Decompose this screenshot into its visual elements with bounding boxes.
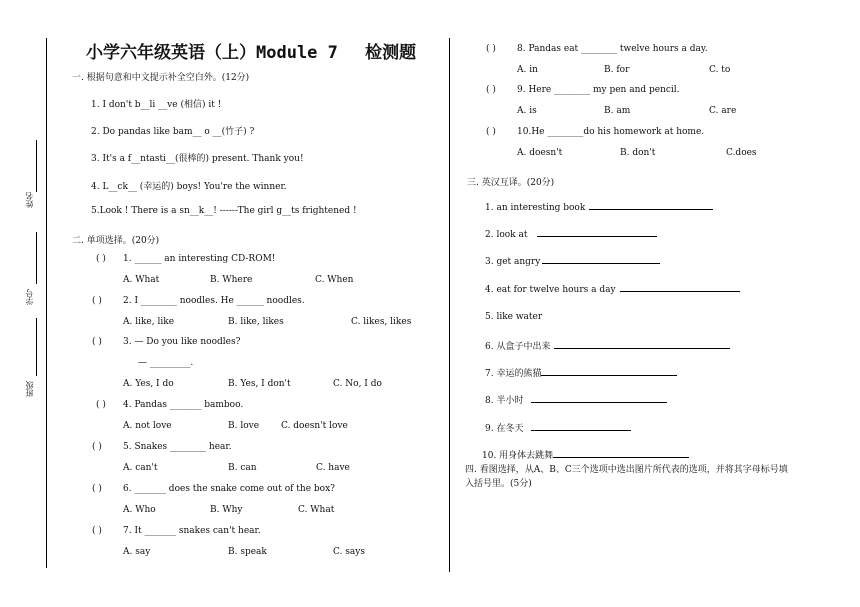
q9-stem: 9. Here ________ my pen and pencil.: [517, 85, 680, 95]
s3-item-3-text: 3. get angry: [485, 257, 541, 267]
s1-item-5: 5.Look ! There is a sn__k__! ------The girl g__ts frightened !: [91, 206, 357, 216]
q2-option-c: C. likes, likes: [351, 317, 412, 327]
q8-option-b: B. for: [604, 65, 630, 75]
q5-stem: 5. Snakes ________ hear.: [123, 442, 232, 452]
s1-item-1: 1. I don't b__li __ve (相信) it !: [91, 100, 222, 110]
q6-option-c: C. What: [298, 505, 335, 515]
q9-option-b: B. am: [604, 106, 631, 116]
s3-item-7-text: 7. 幸运的熊猫: [485, 369, 542, 379]
q1-stem: 1. ______ an interesting CD-ROM!: [123, 254, 276, 264]
s1-item-4: 4. L__ck__ (幸运的) boys! You're the winner.: [91, 182, 287, 192]
section-2-heading: 二. 单项选择。(20分): [72, 236, 160, 246]
q4-option-b: B. love: [228, 421, 260, 431]
q8-stem: 8. Pandas eat ________ twelve hours a day.: [517, 44, 708, 54]
left-margin-line: [46, 38, 47, 568]
s3-item-2: [485, 230, 657, 240]
answer-line: [620, 291, 740, 292]
q7-paren: ( ): [92, 526, 102, 536]
q10-paren: ( ): [486, 127, 496, 137]
answer-line: [531, 430, 631, 431]
q10-option-a: A. doesn't: [517, 148, 563, 158]
q2-paren: ( ): [92, 296, 102, 306]
q5-paren: ( ): [92, 442, 102, 452]
answer-line: [542, 263, 660, 264]
s3-item-8-text: 8. 半小时: [485, 396, 524, 406]
section-4-heading-line-2: 入括号里。(5分): [465, 479, 532, 489]
q7-option-a: A. say: [123, 547, 151, 557]
answer-line: [541, 375, 677, 376]
q1-paren: ( ): [96, 254, 106, 264]
s3-item-1-text: 1. an interesting book: [485, 203, 586, 213]
q6-stem: 6. _______ does the snake come out of the box?: [123, 484, 335, 494]
q1-option-c: C. When: [315, 275, 354, 285]
q6-option-b: B. Why: [210, 505, 243, 515]
q4-option-a: A. not love: [123, 421, 172, 431]
q7-stem: 7. It _______ snakes can't hear.: [123, 526, 261, 536]
q1-option-a: A. What: [123, 275, 160, 285]
s3-item-10: [482, 448, 689, 461]
side-label-class: 班级: [25, 381, 34, 397]
q3-stem-2: — _________.: [138, 358, 194, 368]
q4-stem: 4. Pandas _______ bamboo.: [123, 400, 244, 410]
q8-paren: ( ): [486, 44, 496, 54]
s3-item-9-text: 9. 在冬天: [485, 424, 524, 434]
section-4-heading-line-1: 四. 看图选择，从A、B、C三个选项中选出图片所代表的选项，并将其字母标号填: [465, 465, 788, 475]
s3-item-4: [485, 285, 740, 295]
q2-option-a: A. like, like: [123, 317, 175, 327]
id-underline: [36, 232, 37, 284]
q5-option-b: B. can: [228, 463, 257, 473]
q10-option-c: C.does: [726, 148, 757, 158]
q3-paren: ( ): [92, 337, 102, 347]
section-3-heading: 三. 英汉互译。(20分): [467, 178, 555, 188]
q4-option-c: C. doesn't love: [281, 421, 348, 431]
s1-item-3: 3. It's a f__ntasti__(很棒的) present. Thank you!: [91, 154, 304, 164]
s3-item-6: [485, 339, 730, 352]
q10-stem: 10.He ________do his homework at home.: [517, 127, 705, 137]
side-label-name: 姓名: [25, 192, 34, 208]
section-1-heading: 一. 根据句意和中文提示补全空白外。(12分): [72, 73, 250, 83]
q6-option-a: A. Who: [123, 505, 156, 515]
s3-item-1: [485, 203, 713, 213]
s3-item-10-text: 10. 用身体去跳舞: [482, 451, 554, 461]
s3-item-8: [485, 393, 667, 406]
q2-option-b: B. like, likes: [228, 317, 284, 327]
answer-line: [531, 402, 667, 403]
s1-item-2: 2. Do pandas like bam__ o __(竹子) ?: [91, 127, 255, 137]
s3-item-3: [485, 257, 660, 267]
q7-option-b: B. speak: [228, 547, 267, 557]
q9-option-c: C. are: [709, 106, 737, 116]
q6-paren: ( ): [92, 484, 102, 494]
answer-line: [589, 209, 713, 210]
side-label-id: 学号: [25, 289, 34, 305]
center-divider: [449, 38, 450, 572]
s3-item-6-text: 6. 从盒子中出来: [485, 342, 551, 352]
answer-line: [554, 348, 730, 349]
q8-option-a: A. in: [517, 65, 538, 75]
s3-item-7: [485, 366, 677, 379]
q3-option-a: A. Yes, I do: [123, 379, 174, 389]
q3-option-c: C. No, I do: [333, 379, 382, 389]
q3-option-b: B. Yes, I don't: [228, 379, 291, 389]
q8-option-c: C. to: [709, 65, 731, 75]
answer-line: [553, 457, 689, 458]
s3-item-4-text: 4. eat for twelve hours a day: [485, 285, 616, 295]
answer-line: [537, 236, 657, 237]
s3-item-2-text: 2. look at: [485, 230, 528, 240]
q7-option-c: C. says: [333, 547, 365, 557]
q1-option-b: B. Where: [210, 275, 253, 285]
s3-item-9: [485, 421, 631, 434]
q9-option-a: A. is: [517, 106, 537, 116]
q5-option-c: C. have: [316, 463, 350, 473]
name-underline: [36, 140, 37, 192]
q4-paren: ( ): [96, 400, 106, 410]
q10-option-b: B. don't: [620, 148, 656, 158]
class-underline: [36, 318, 37, 376]
q2-stem: 2. I ________ noodles. He ______ noodles.: [123, 296, 305, 306]
s3-item-5: 5. like water: [485, 312, 543, 322]
q5-option-a: A. can't: [123, 463, 158, 473]
page-title: 小学六年级英语（上）Module 7 检测题: [86, 43, 417, 63]
q9-paren: ( ): [486, 85, 496, 95]
q3-stem: 3. — Do you like noodles?: [123, 337, 241, 347]
